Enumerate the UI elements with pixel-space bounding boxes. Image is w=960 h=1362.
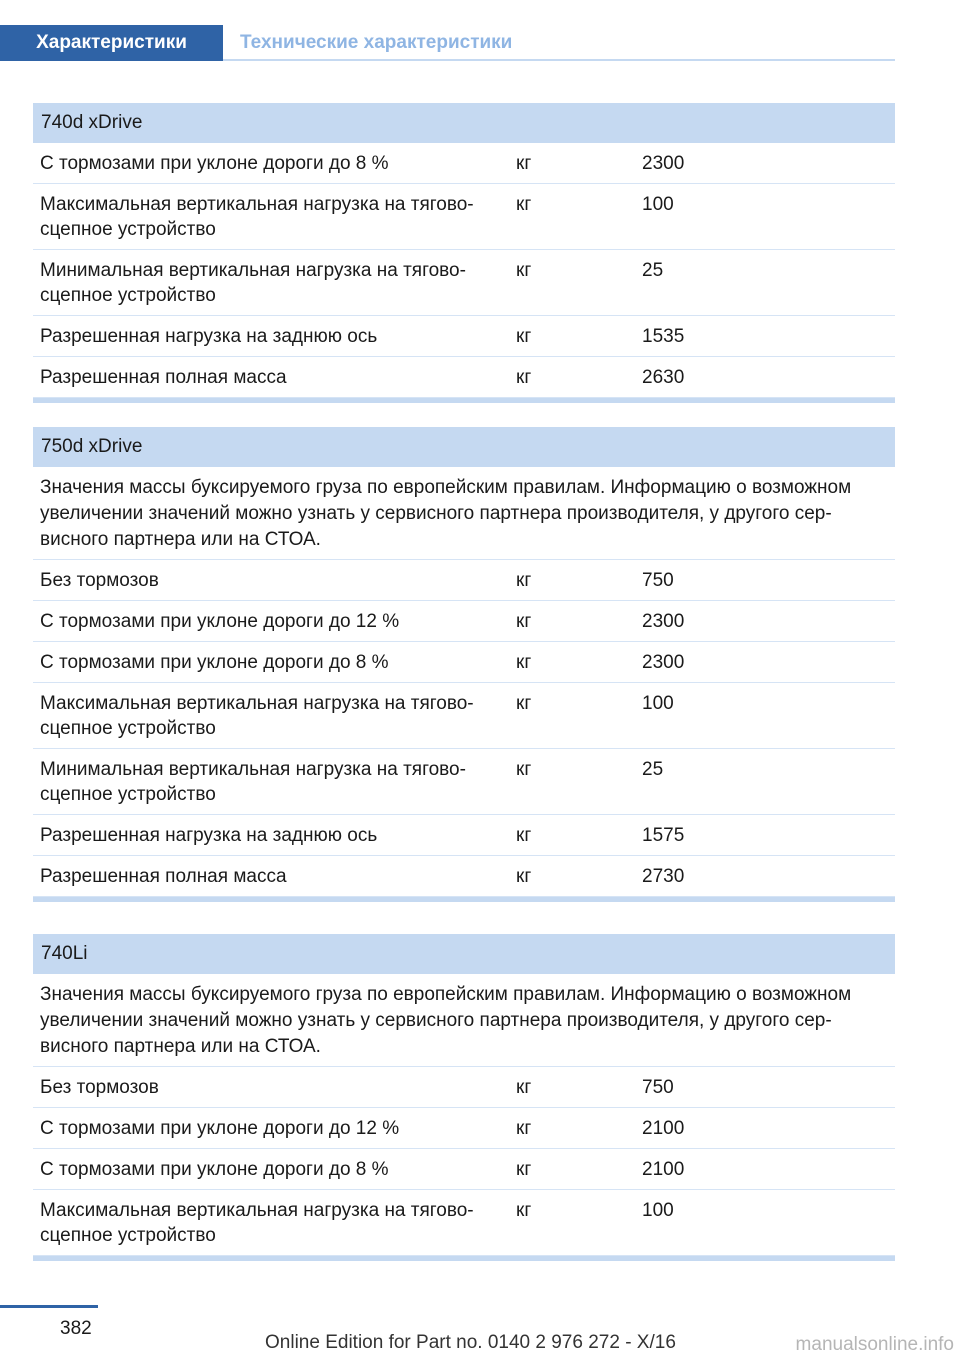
- row-value: 750: [642, 570, 674, 591]
- watermark: manualsonline.info: [795, 1334, 954, 1355]
- section-title: 740d xDrive: [33, 103, 895, 143]
- table-row: [33, 316, 895, 357]
- row-unit: кг: [516, 611, 532, 632]
- row-value: 100: [642, 194, 674, 215]
- row-unit: кг: [516, 825, 532, 846]
- row-unit: кг: [516, 1200, 532, 1221]
- row-unit: кг: [516, 759, 532, 780]
- page-header: [0, 25, 895, 61]
- row-value: 2730: [642, 866, 685, 887]
- row-description: Максимальная вертикальная нагрузка на тягово-сцепное устройство: [40, 1200, 474, 1246]
- table-row: [33, 815, 895, 856]
- row-description: Минимальная вертикальная нагрузка на тягово-сцепное устройство: [40, 759, 466, 805]
- row-description: С тормозами при уклоне дороги до 8 %: [40, 1159, 389, 1180]
- table-row: [33, 683, 895, 749]
- row-description: С тормозами при уклоне дороги до 12 %: [40, 611, 400, 632]
- row-unit: кг: [516, 570, 532, 591]
- table-row: [33, 184, 895, 250]
- row-description: Максимальная вертикальная нагрузка на тягово-сцепное устройство: [40, 194, 474, 240]
- section-title: 740Li: [33, 934, 895, 974]
- row-description: С тормозами при уклоне дороги до 8 %: [40, 153, 389, 174]
- table-row: [33, 357, 895, 398]
- row-description: С тормозами при уклоне дороги до 8 %: [40, 652, 389, 673]
- row-unit: кг: [516, 1159, 532, 1180]
- section-note: Значения массы буксируемого груза по европейским правилам. Информацию о возможном увеличении значений можно узнать у сервисного партнера производителя, у другого сер-висного партнера или на СТОА.: [33, 974, 895, 1067]
- row-value: 2300: [642, 611, 685, 632]
- row-value: 1575: [642, 825, 685, 846]
- spec-table-740d-xdrive: [33, 103, 895, 403]
- tab-technical-specs[interactable]: Технические характеристики: [240, 32, 513, 53]
- row-value: 2100: [642, 1159, 685, 1180]
- row-value: 2300: [642, 153, 685, 174]
- row-description: Без тормозов: [40, 570, 159, 591]
- footer-accent-line: [0, 1305, 98, 1308]
- row-unit: кг: [516, 652, 532, 673]
- row-description: Без тормозов: [40, 1077, 159, 1098]
- row-description: Разрешенная нагрузка на заднюю ось: [40, 326, 378, 347]
- row-description: Разрешенная полная масса: [40, 866, 287, 887]
- row-unit: кг: [516, 1077, 532, 1098]
- table-row: [33, 250, 895, 316]
- row-value: 100: [642, 693, 674, 714]
- table-row: [33, 601, 895, 642]
- row-unit: кг: [516, 866, 532, 887]
- row-unit: кг: [516, 693, 532, 714]
- row-description: С тормозами при уклоне дороги до 12 %: [40, 1118, 400, 1139]
- row-value: 2100: [642, 1118, 685, 1139]
- row-unit: кг: [516, 367, 532, 388]
- row-unit: кг: [516, 260, 532, 281]
- section-end-rule: [33, 398, 895, 403]
- spec-table-750d-xdrive: [33, 427, 895, 902]
- row-unit: кг: [516, 194, 532, 215]
- row-value: 25: [642, 260, 664, 281]
- section-title: 750d xDrive: [33, 427, 895, 467]
- row-value: 1535: [642, 326, 685, 347]
- row-value: 25: [642, 759, 664, 780]
- tab-characteristics[interactable]: Характеристики: [0, 25, 223, 61]
- row-value: 2300: [642, 652, 685, 673]
- table-row: [33, 642, 895, 683]
- row-description: Разрешенная нагрузка на заднюю ось: [40, 825, 378, 846]
- section-end-rule: [33, 1256, 895, 1261]
- table-row: [33, 856, 895, 897]
- table-row: [33, 1149, 895, 1190]
- row-value: 100: [642, 1200, 674, 1221]
- table-row: [33, 1190, 895, 1256]
- table-row: [33, 1108, 895, 1149]
- edition-text: Online Edition for Part no. 0140 2 976 272 - X/16: [265, 1332, 676, 1353]
- row-unit: кг: [516, 1118, 532, 1139]
- section-end-rule: [33, 897, 895, 902]
- page-number: 382: [60, 1318, 92, 1339]
- header-divider: [223, 59, 895, 61]
- table-row: [33, 749, 895, 815]
- spec-table-740li: [33, 934, 895, 1261]
- row-unit: кг: [516, 326, 532, 347]
- row-value: 2630: [642, 367, 685, 388]
- row-description: Максимальная вертикальная нагрузка на тягово-сцепное устройство: [40, 693, 474, 739]
- row-description: Минимальная вертикальная нагрузка на тягово-сцепное устройство: [40, 260, 466, 306]
- row-value: 750: [642, 1077, 674, 1098]
- table-row: [33, 1067, 895, 1108]
- table-row: [33, 560, 895, 601]
- row-unit: кг: [516, 153, 532, 174]
- row-description: Разрешенная полная масса: [40, 367, 287, 388]
- table-row: [33, 143, 895, 184]
- section-note: Значения массы буксируемого груза по европейским правилам. Информацию о возможном увеличении значений можно узнать у сервисного партнера производителя, у другого сер-висного партнера или на СТОА.: [33, 467, 895, 560]
